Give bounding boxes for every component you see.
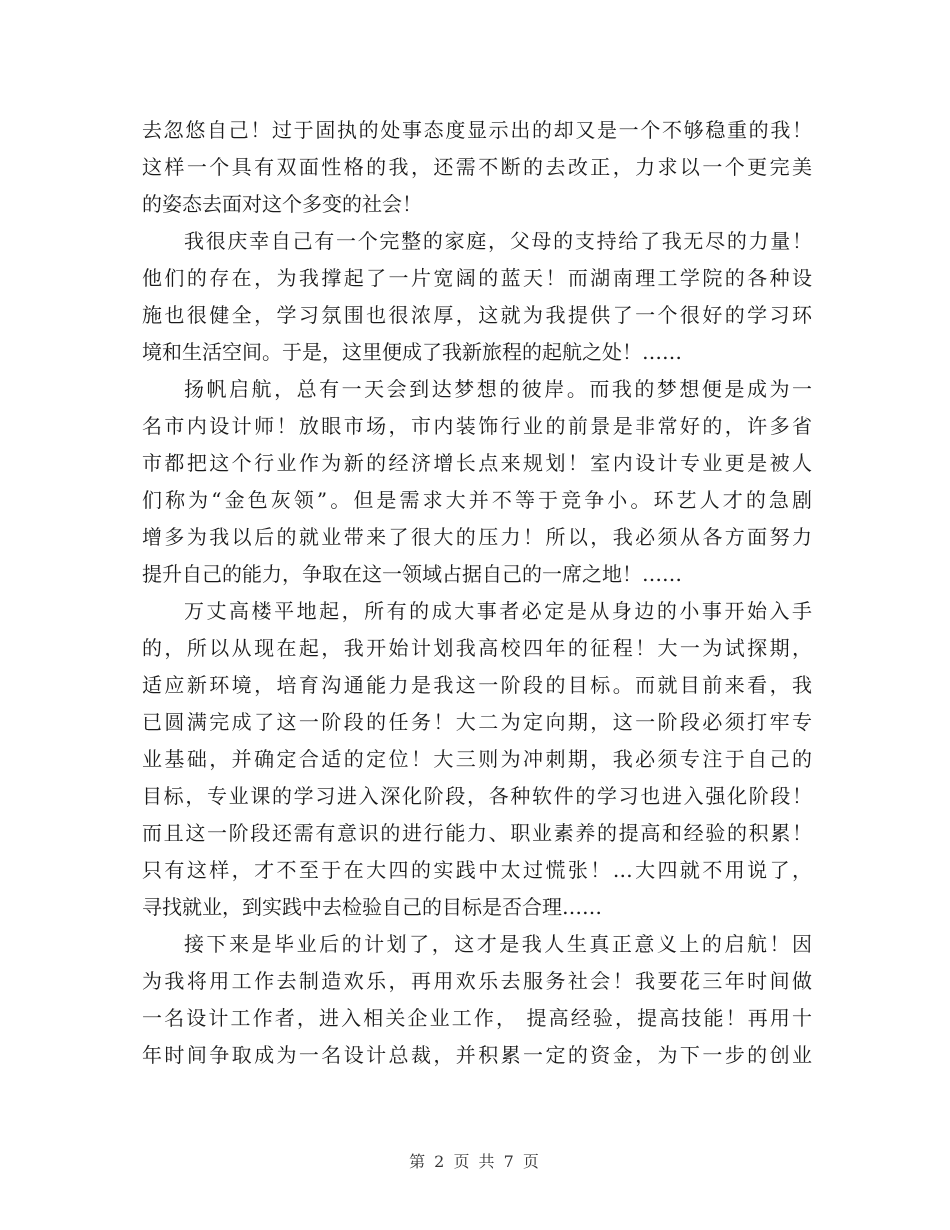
text-line: 接下来是毕业后的计划了，这才是我人生真正意义上的启航！因 (184, 932, 812, 956)
paragraph-1 (142, 112, 812, 223)
paragraph-4 (142, 593, 812, 926)
text-line: 他们的存在，为我撑起了一片宽阔的蓝天！而湖南理工学院的各种设 (142, 266, 812, 290)
paragraph-3 (142, 371, 812, 593)
text-line: 已圆满完成了这一阶段的任务！大二为定向期，这一阶段必须打牢专 (142, 710, 812, 734)
text-line: 名市内设计师！放眼市场，市内装饰行业的前景是非常好的，许多省 (142, 414, 812, 438)
text-line: 只有这样，才不至于在大四的实践中太过慌张！…大四就不用说了， (142, 858, 812, 882)
text-line: 我很庆幸自己有一个完整的家庭，父母的支持给了我无尽的力量！ (184, 229, 812, 253)
text-line: 扬帆启航，总有一天会到达梦想的彼岸。而我的梦想便是成为一 (184, 377, 812, 401)
text-line: 们称为“金色灰领”。但是需求大并不等于竞争小。环艺人才的急剧 (142, 488, 812, 512)
text-line: 而且这一阶段还需有意识的进行能力、职业素养的提高和经验的积累！ (142, 821, 812, 845)
text-line: 寻找就业，到实践中去检验自己的目标是否合理…… (142, 895, 602, 919)
text-line: 业基础，并确定合适的定位！大三则为冲刺期，我必须专注于自己的 (142, 747, 812, 771)
text-line: 提升自己的能力，争取在这一领域占据自己的一席之地！…… (142, 562, 682, 586)
text-line: 市都把这个行业作为新的经济增长点来规划！室内设计专业更是被人 (142, 451, 812, 475)
text-line: 施也很健全，学习氛围也很浓厚，这就为我提供了一个很好的学习环 (142, 303, 812, 327)
text-line: 这样一个具有双面性格的我，还需不断的去改正，力求以一个更完美 (142, 155, 812, 179)
text-line: 的姿态去面对这个多变的社会！ (142, 192, 422, 216)
text-line: 的，所以从现在起，我开始计划我高校四年的征程！大一为试探期， (142, 636, 812, 660)
text-line: 适应新环境，培育沟通能力是我这一阶段的目标。而就目前来看，我 (142, 673, 812, 697)
text-line: 增多为我以后的就业带来了很大的压力！所以，我必须从各方面努力 (142, 525, 812, 549)
text-line: 为我将用工作去制造欢乐，再用欢乐去服务社会！我要花三年时间做 (142, 969, 812, 993)
text-line: 去忽悠自己！过于固执的处事态度显示出的却又是一个不够稳重的我！ (142, 118, 812, 142)
text-line: 年时间争取成为一名设计总裁，并积累一定的资金，为下一步的创业 (142, 1043, 812, 1067)
body-text (142, 112, 812, 1074)
page-number-footer: 第 2 页 共 7 页 (409, 1152, 541, 1171)
paragraph-5 (142, 926, 812, 1074)
paragraph-2 (142, 223, 812, 371)
text-line: 境和生活空间。于是，这里便成了我新旅程的起航之处！…… (142, 340, 682, 364)
text-line: 一名设计工作者，进入相关企业工作， 提高经验，提高技能！再用十 (142, 1006, 812, 1030)
text-line: 目标，专业课的学习进入深化阶段，各种软件的学习也进入强化阶段！ (142, 784, 812, 808)
text-line: 万丈高楼平地起，所有的成大事者必定是从身边的小事开始入手 (184, 599, 812, 623)
